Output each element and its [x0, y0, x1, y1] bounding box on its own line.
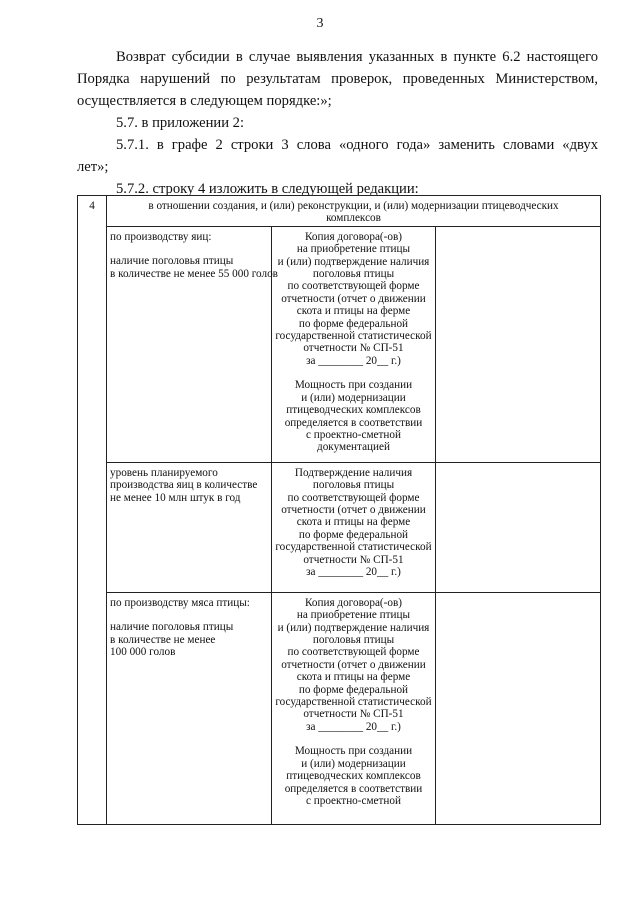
table-row — [78, 462, 601, 592]
document-text-line: за ________ 20__ г.) — [306, 354, 401, 367]
document-text-line: по соответствующей форме — [287, 280, 420, 293]
document-text-line: скота и птицы на ферме — [296, 671, 411, 684]
document-text-line: Мощность при создании — [294, 379, 413, 392]
document-text-line: определяется в соответствии — [284, 782, 423, 795]
document-text-line: птицеводческих комплексов — [286, 770, 421, 783]
paragraph-line: 5.7. в приложении 2: — [116, 115, 245, 131]
document-text-line: по соответствующей форме — [287, 491, 420, 504]
document-text-line: отчетности № СП-51 — [303, 342, 404, 355]
empty-cell — [436, 592, 601, 824]
document-text-line: отчетности № СП-51 — [303, 553, 404, 566]
criterion-text: не менее 10 млн штук в год — [110, 491, 241, 504]
document-text-line: скота и птицы на ферме — [296, 305, 411, 318]
empty-cell — [436, 226, 601, 462]
document-text-line: отчетности (отчет о движении — [281, 504, 426, 517]
criterion-title: по производству мяса птицы: — [110, 596, 250, 609]
criterion-text: в количестве не менее 55 000 голов — [110, 267, 278, 280]
document-text-line: поголовья птицы — [312, 479, 395, 492]
document-text-line: отчетности № СП-51 — [303, 708, 404, 721]
document-text-line: на приобретение птицы — [296, 243, 411, 256]
document-text-line: скота и птицы на ферме — [296, 516, 411, 529]
document-text-line: отчетности (отчет о движении — [281, 658, 426, 671]
document-text-line: государственной статистической — [275, 696, 432, 709]
paragraph-line: 5.7.1. в графе 2 строки 3 слова «одного года» заменить словами «двух — [116, 137, 598, 153]
document-text-line: и (или) модернизации — [301, 757, 406, 770]
criterion-title: по производству яиц: — [110, 230, 212, 243]
document-text-block — [274, 379, 434, 453]
document-text-line: Подтверждение наличия — [294, 466, 413, 479]
document-text-line: определяется в соответствии — [284, 416, 423, 429]
header-cell — [107, 196, 601, 227]
document-text-line: и (или) подтверждение наличия — [277, 621, 430, 634]
document-text-line: поголовья птицы — [312, 268, 395, 281]
document-text-line: Копия договора(-ов) — [304, 596, 402, 609]
header-text: в отношении создания, и (или) реконструкции, и (или) модернизации птицеводческих — [148, 200, 559, 212]
document-text-line: документацией — [317, 441, 390, 454]
document-text-line: по форме федеральной — [298, 528, 409, 541]
criterion-text: 100 000 голов — [110, 646, 176, 659]
document-text-line: поголовья птицы — [312, 634, 395, 647]
document-text-line: по соответствующей форме — [287, 646, 420, 659]
document-text-line: за ________ 20__ г.) — [306, 720, 401, 733]
criterion-cell — [107, 592, 272, 824]
document-text-block — [274, 231, 434, 367]
table-row — [78, 226, 601, 462]
criterion-text: уровень планируемого — [110, 466, 218, 479]
paragraph-line: Порядка нарушений по результатам проверок, проведенных Министерством, — [77, 71, 598, 87]
criterion-text: наличие поголовья птицы — [110, 621, 234, 634]
paragraph-line: лет»; — [77, 159, 109, 175]
document-text-line: по форме федеральной — [298, 317, 409, 330]
document-text-line: птицеводческих комплексов — [286, 404, 421, 417]
document-text-line: и (или) подтверждение наличия — [277, 255, 430, 268]
criterion-text: производства яиц в количестве — [110, 479, 258, 492]
document-cell — [271, 226, 436, 462]
paragraph-line: 5.7.2. строку 4 изложить в следующей редакции: — [116, 181, 419, 197]
document-cell — [271, 462, 436, 592]
table-row — [78, 592, 601, 824]
paragraph-line: Возврат субсидии в случае выявления указанных в пункте 6.2 настоящего — [116, 49, 598, 65]
document-text-block — [274, 597, 434, 733]
criterion-cell — [107, 226, 278, 462]
document-text-line: и (или) модернизации — [301, 391, 406, 404]
document-text-line: за ________ 20__ г.) — [306, 566, 401, 579]
header-text: комплексов — [326, 212, 381, 225]
table-header-row — [78, 196, 601, 227]
row-number-cell: 4 — [78, 196, 107, 825]
document-cell — [271, 592, 436, 824]
paragraph-line: осуществляется в следующем порядке:»; — [77, 93, 332, 109]
document-text-line: с проектно-сметной — [305, 428, 401, 441]
document-text-line: на приобретение птицы — [296, 609, 411, 622]
document-text-line: государственной статистической — [275, 541, 432, 554]
requirements-table — [77, 195, 601, 825]
criterion-cell — [107, 462, 272, 592]
document-text-line: Мощность при создании — [294, 745, 413, 758]
document-text-block — [274, 467, 434, 579]
criterion-text: наличие поголовья птицы — [110, 255, 234, 268]
document-text-line: государственной статистической — [275, 330, 432, 343]
document-text-line: Копия договора(-ов) — [304, 230, 402, 243]
document-text-line: отчетности (отчет о движении — [281, 292, 426, 305]
empty-cell — [436, 462, 601, 592]
criterion-text: в количестве не менее — [110, 633, 216, 646]
document-text-block — [274, 745, 434, 807]
page-number: 3 — [316, 16, 324, 31]
document-text-line: с проектно-сметной — [305, 794, 401, 807]
document-text-line: по форме федеральной — [298, 683, 409, 696]
